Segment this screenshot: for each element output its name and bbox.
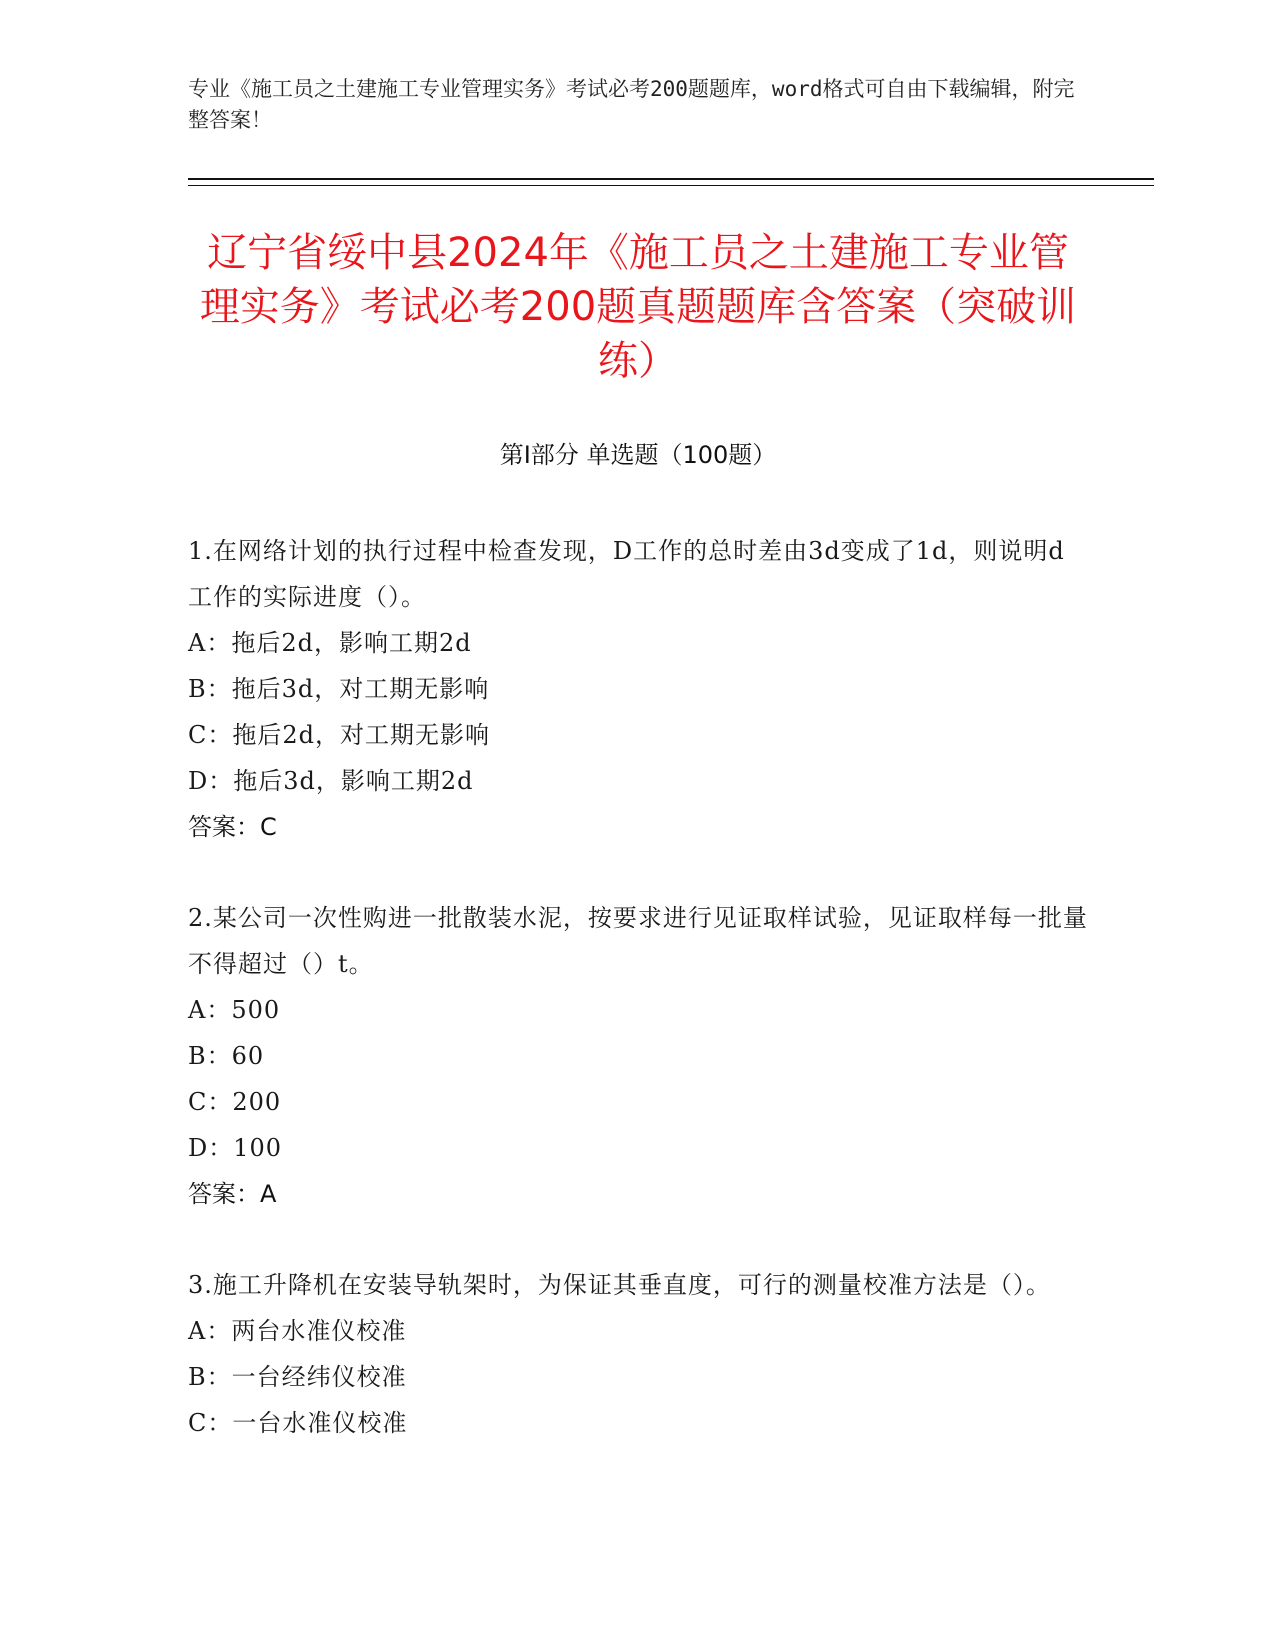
option-b: B：拖后3d，对工期无影响 [188, 675, 490, 703]
header-note: 专业《施工员之土建施工专业管理实务》考试必考200题题库，word格式可自由下载编辑，附完整答案！ [188, 77, 1075, 132]
option-a: A：两台水准仪校准 [188, 1317, 407, 1345]
answer: 答案：A [188, 1180, 277, 1208]
section-heading: 第I部分 单选题（100题） [499, 441, 777, 469]
option-d: D：100 [188, 1134, 283, 1162]
option-a: A：拖后2d，影响工期2d [188, 629, 472, 657]
option-c: C：一台水准仪校准 [188, 1409, 408, 1437]
question-list [188, 528, 1088, 1491]
header-divider-thin [188, 185, 1154, 186]
option-c: C：200 [188, 1088, 282, 1116]
header-divider-thick [188, 178, 1154, 180]
question-stem: 2.某公司一次性购进一批散装水泥，按要求进行见证取样试验，见证取样每一批量不得超过（）t。 [188, 904, 1088, 978]
question-stem: 1.在网络计划的执行过程中检查发现，D工作的总时差由3d变成了1d，则说明d工作的实际进度（）。 [188, 537, 1065, 611]
question-2 [188, 895, 1088, 1217]
option-a: A：500 [188, 996, 281, 1024]
option-d: D：拖后3d，影响工期2d [188, 767, 474, 795]
question-1 [188, 528, 1088, 850]
option-c: C：拖后2d，对工期无影响 [188, 721, 490, 749]
question-stem: 3.施工升降机在安装导轨架时，为保证其垂直度，可行的测量校准方法是（）。 [188, 1271, 1051, 1299]
option-b: B：60 [188, 1042, 265, 1070]
document-title: 辽宁省绥中县2024年《施工员之土建施工专业管理实务》考试必考200题真题题库含答案（突破训练） [199, 230, 1077, 384]
question-3 [188, 1262, 1088, 1446]
option-b: B：一台经纬仪校准 [188, 1363, 407, 1391]
answer: 答案：C [188, 813, 277, 841]
